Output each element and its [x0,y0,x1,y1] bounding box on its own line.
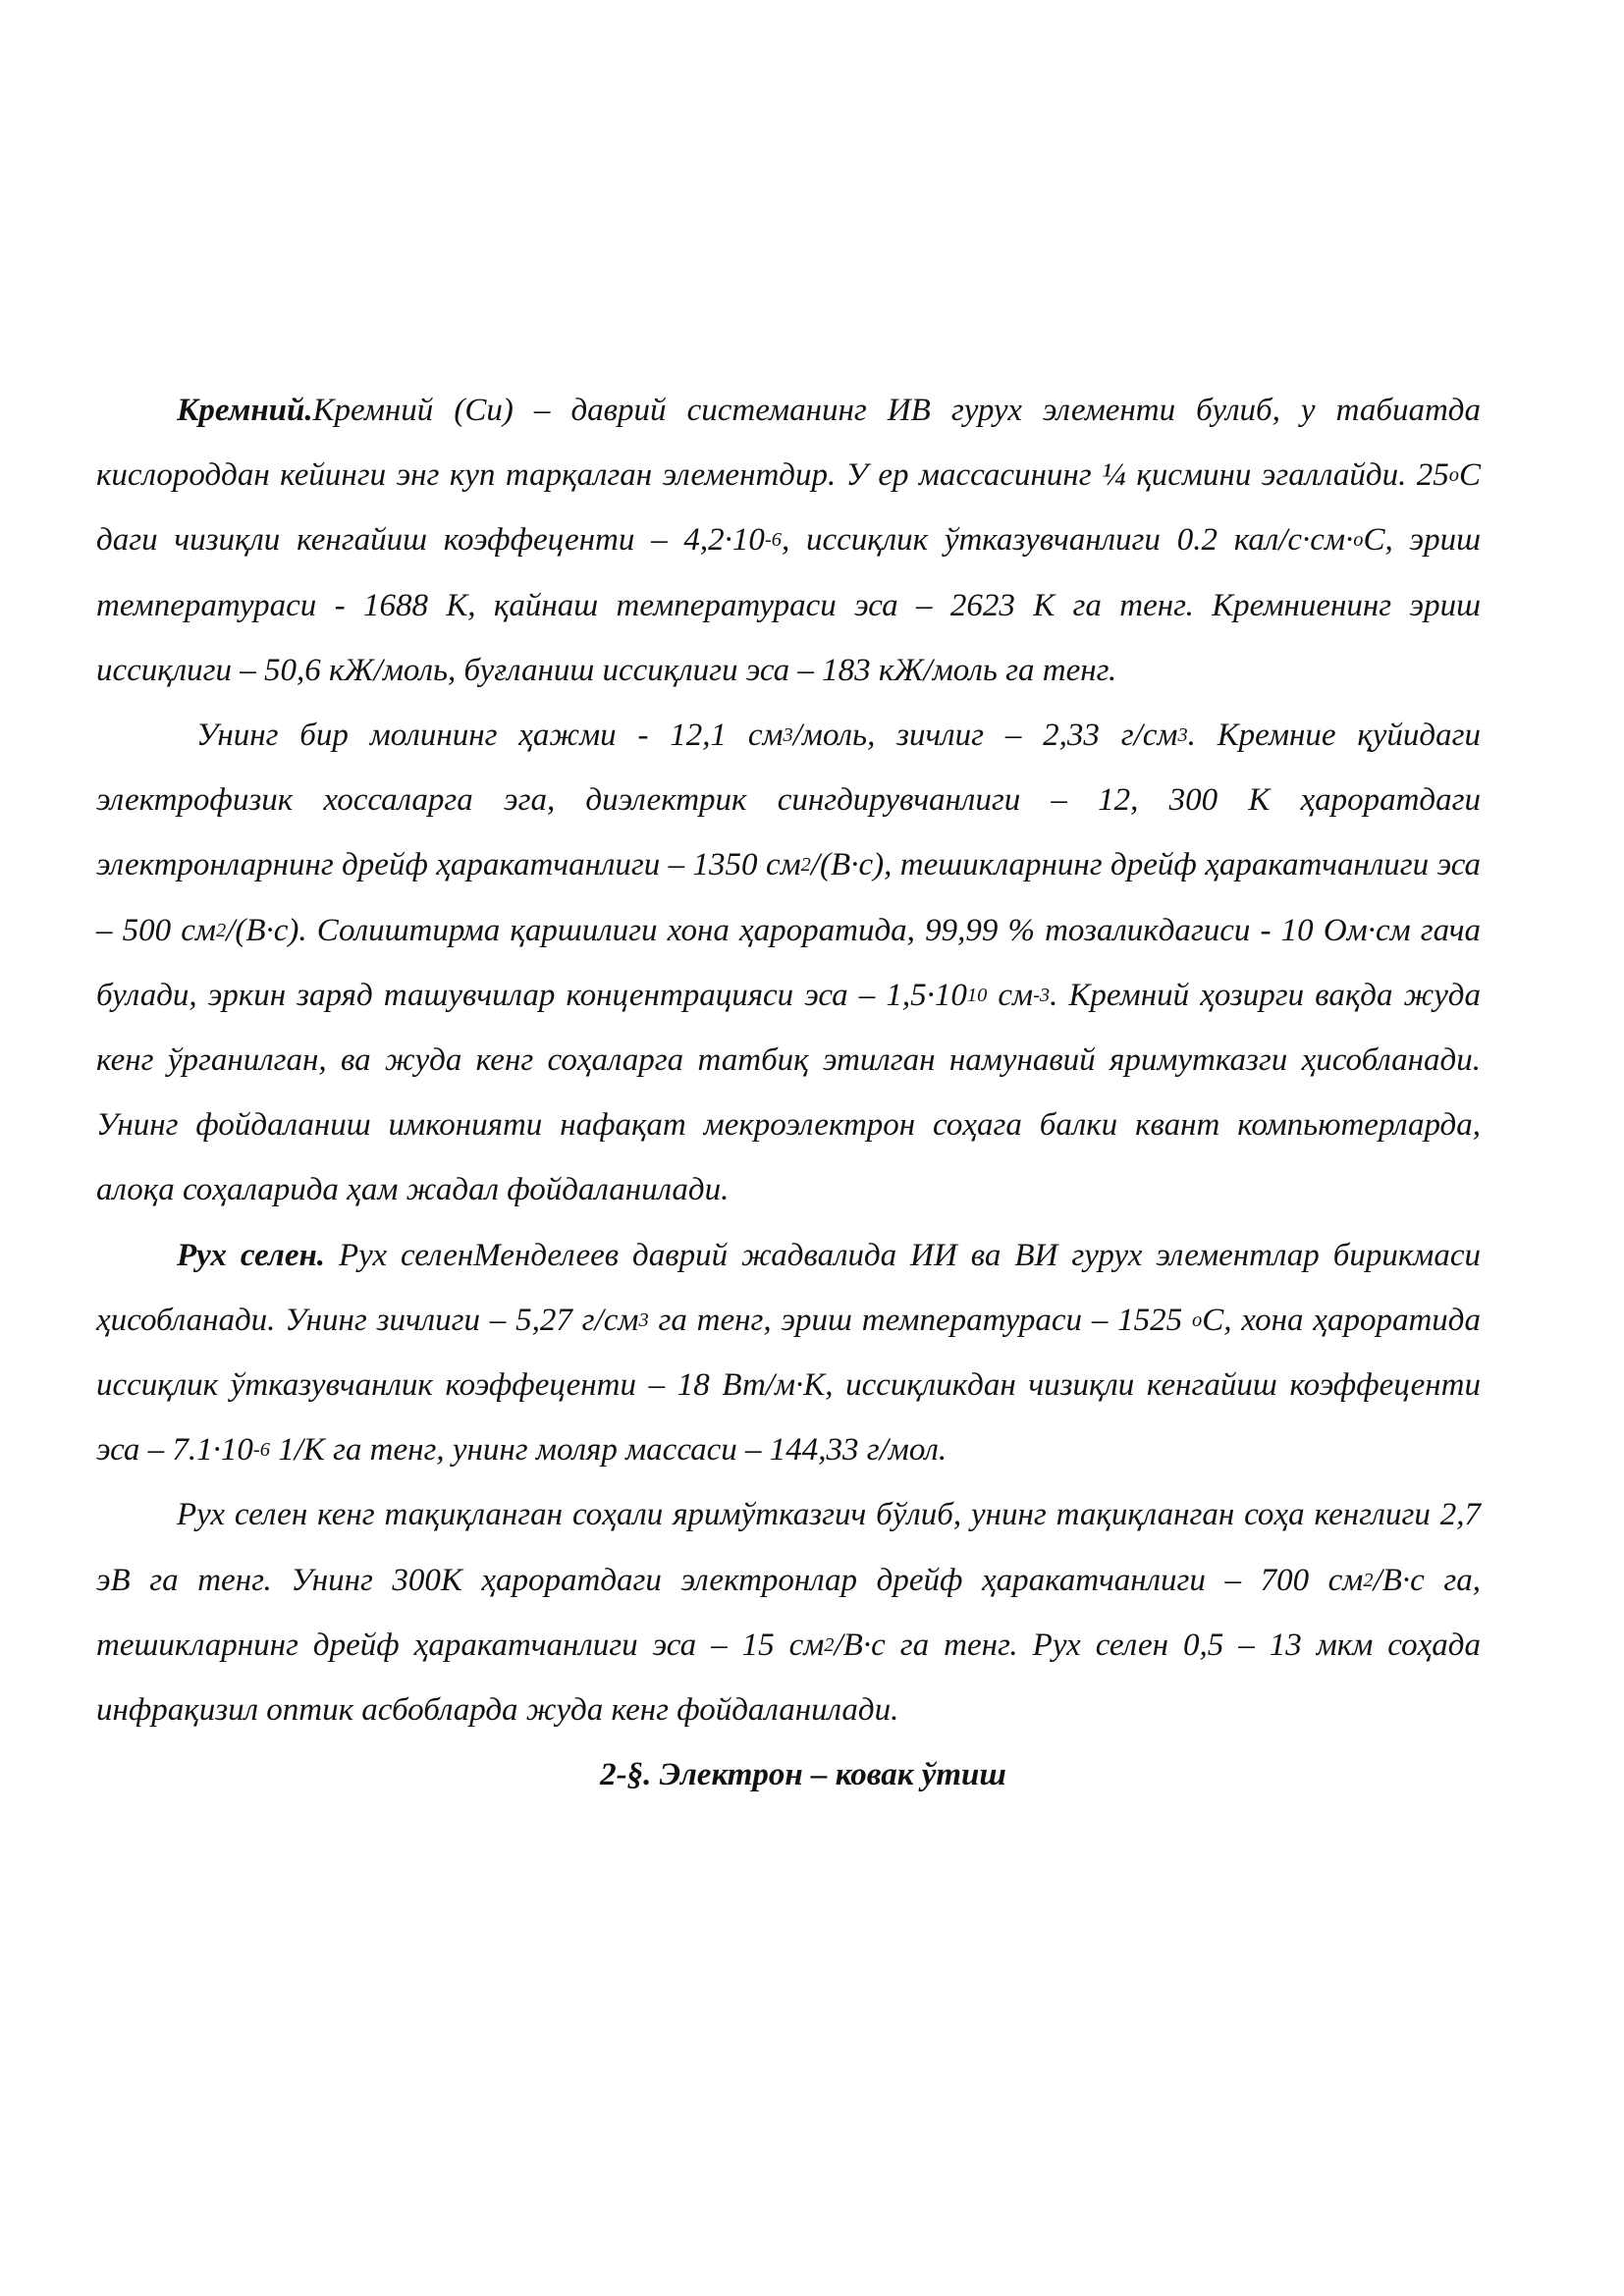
paragraph-text-run: С даги чизиқли кенгайиш коэффеценти – 4,2·10 [96,457,1481,559]
superscript: -6 [764,529,782,552]
superscript: 3 [638,1308,649,1331]
paragraph-text-run: . Кремний ҳозирги вақда жуда кенг ўрганилган, ва жуда кенг соҳаларга татбиқ этилган намунавий яримутказги ҳисобланади. Унинг фойдаланиш имконияти нафақат мекроэлектрон соҳага балки квант компьютерларда, алоқа соҳаларида ҳам жадал фойдаланилади. [96,977,1481,1208]
paragraph-text-run: С, хона ҳароратида иссиқлик ўтказувчанлик коэффеценти – 18 Вт/м·К, иссиқликдан чизиқли кенгайиш коэффеценти эса – 7.1·10 [96,1302,1481,1468]
paragraph-text-run: /В·с га, тешикларнинг дрейф ҳаракатчанлиги эса – 15 см [96,1562,1481,1663]
paragraph-text-run: /В·с га тенг. Рух селен 0,5 – 13 мкм соҳада инфрақизил оптик асбобларда жуда кенг фойдаланилади. [96,1627,1481,1729]
paragraph-text-run: /(В·с), тешикларнинг дрейф ҳаракатчанлиги эса – 500 см [96,847,1481,948]
paragraph-text-run: 1/К га тенг, унинг моляр массаси – 144,33 г/мол. [269,1432,947,1468]
superscript: 3 [1177,723,1188,746]
superscript: 10 [966,984,988,1006]
superscript: 3 [783,723,793,746]
superscript: 2 [824,1633,835,1656]
superscript: 2 [216,919,227,941]
paragraph-text-run: , иссиқлик ўтказувчанлиги 0.2 кал/с·см· [781,522,1354,559]
paragraph-text-run: С, эриш температураси - 1688 К, қайнаш температураси эса – 2623 К га тенг. Кремниенинг эриш иссиқлиги – 50,6 кЖ/моль, буғланиш иссиқлиги эса – 183 кЖ/моль га тенг. [96,522,1481,688]
paragraph-silicon [96,378,1481,703]
paragraph-text-run: . Кремние қуйидаги электрофизик хоссаларга эга, диэлектрик сингдирувчанлиги – 12, 300 К ҳароратдаги электронларнинг дрейф ҳаракатчанлиги – 1350 см [96,718,1482,883]
superscript: 2 [800,854,811,877]
paragraph-text-run: Рух селен кенг тақиқланган соҳали яримўтказгич бўлиб, унинг тақиқланган соҳа кенглиги 2,7 эВ га тенг. Унинг 300К ҳароратдаги электронлар дрейф ҳаракатчанлиги – 700 см [96,1497,1481,1598]
paragraph-lead-term: Рух селен. [177,1237,326,1273]
superscript: 2 [1363,1569,1374,1591]
paragraph-text-run: /(В·с). Солиштирма қаршилиги хона ҳароратида, 99,99 % тозаликдагиси - 10 Ом·см гача булади, эркин заряд ташувчилар концентрацияси эса – 1,5·10 [96,912,1481,1013]
paragraph-text-run: Унинг бир молининг ҳажми - 12,1 см [196,718,784,754]
paragraph-text-run: Рух селенМенделеев даврий жадвалида ИИ ва ВИ гурух элементлар бирикмаси ҳисобланади. Унинг зичлиги – 5,27 г/см [96,1237,1482,1338]
paragraph-text-run: Кремний (Си) – даврий системанинг ИВ гурух элементи булиб, у табиатда кислороддан кейинги энг куп тарқалган элементдир. У ер массасининг ¼ қисмини эгаллайди. 25 [96,393,1481,494]
paragraph-text-run: га тенг, эриш температураси – 1525 [648,1302,1192,1338]
superscript: о [1191,1308,1203,1331]
superscript: -3 [1033,984,1051,1006]
paragraph-text-run: /моль, зичлиг – 2,33 г/см [792,718,1178,754]
paragraph-silicon-properties [96,703,1481,1223]
superscript: -6 [252,1439,270,1462]
section-heading: 2-§. Электрон – ковак ўтиш [600,1757,1006,1793]
paragraph-text-run: см [987,977,1034,1013]
superscript: о [1448,464,1459,487]
document-body [96,378,1481,1807]
paragraph-zinc-selenide [96,1223,1481,1483]
superscript: о [1353,529,1364,552]
paragraph-lead-term: Кремний. [177,393,313,428]
paragraph-zinc-selenide-properties [96,1482,1481,1742]
